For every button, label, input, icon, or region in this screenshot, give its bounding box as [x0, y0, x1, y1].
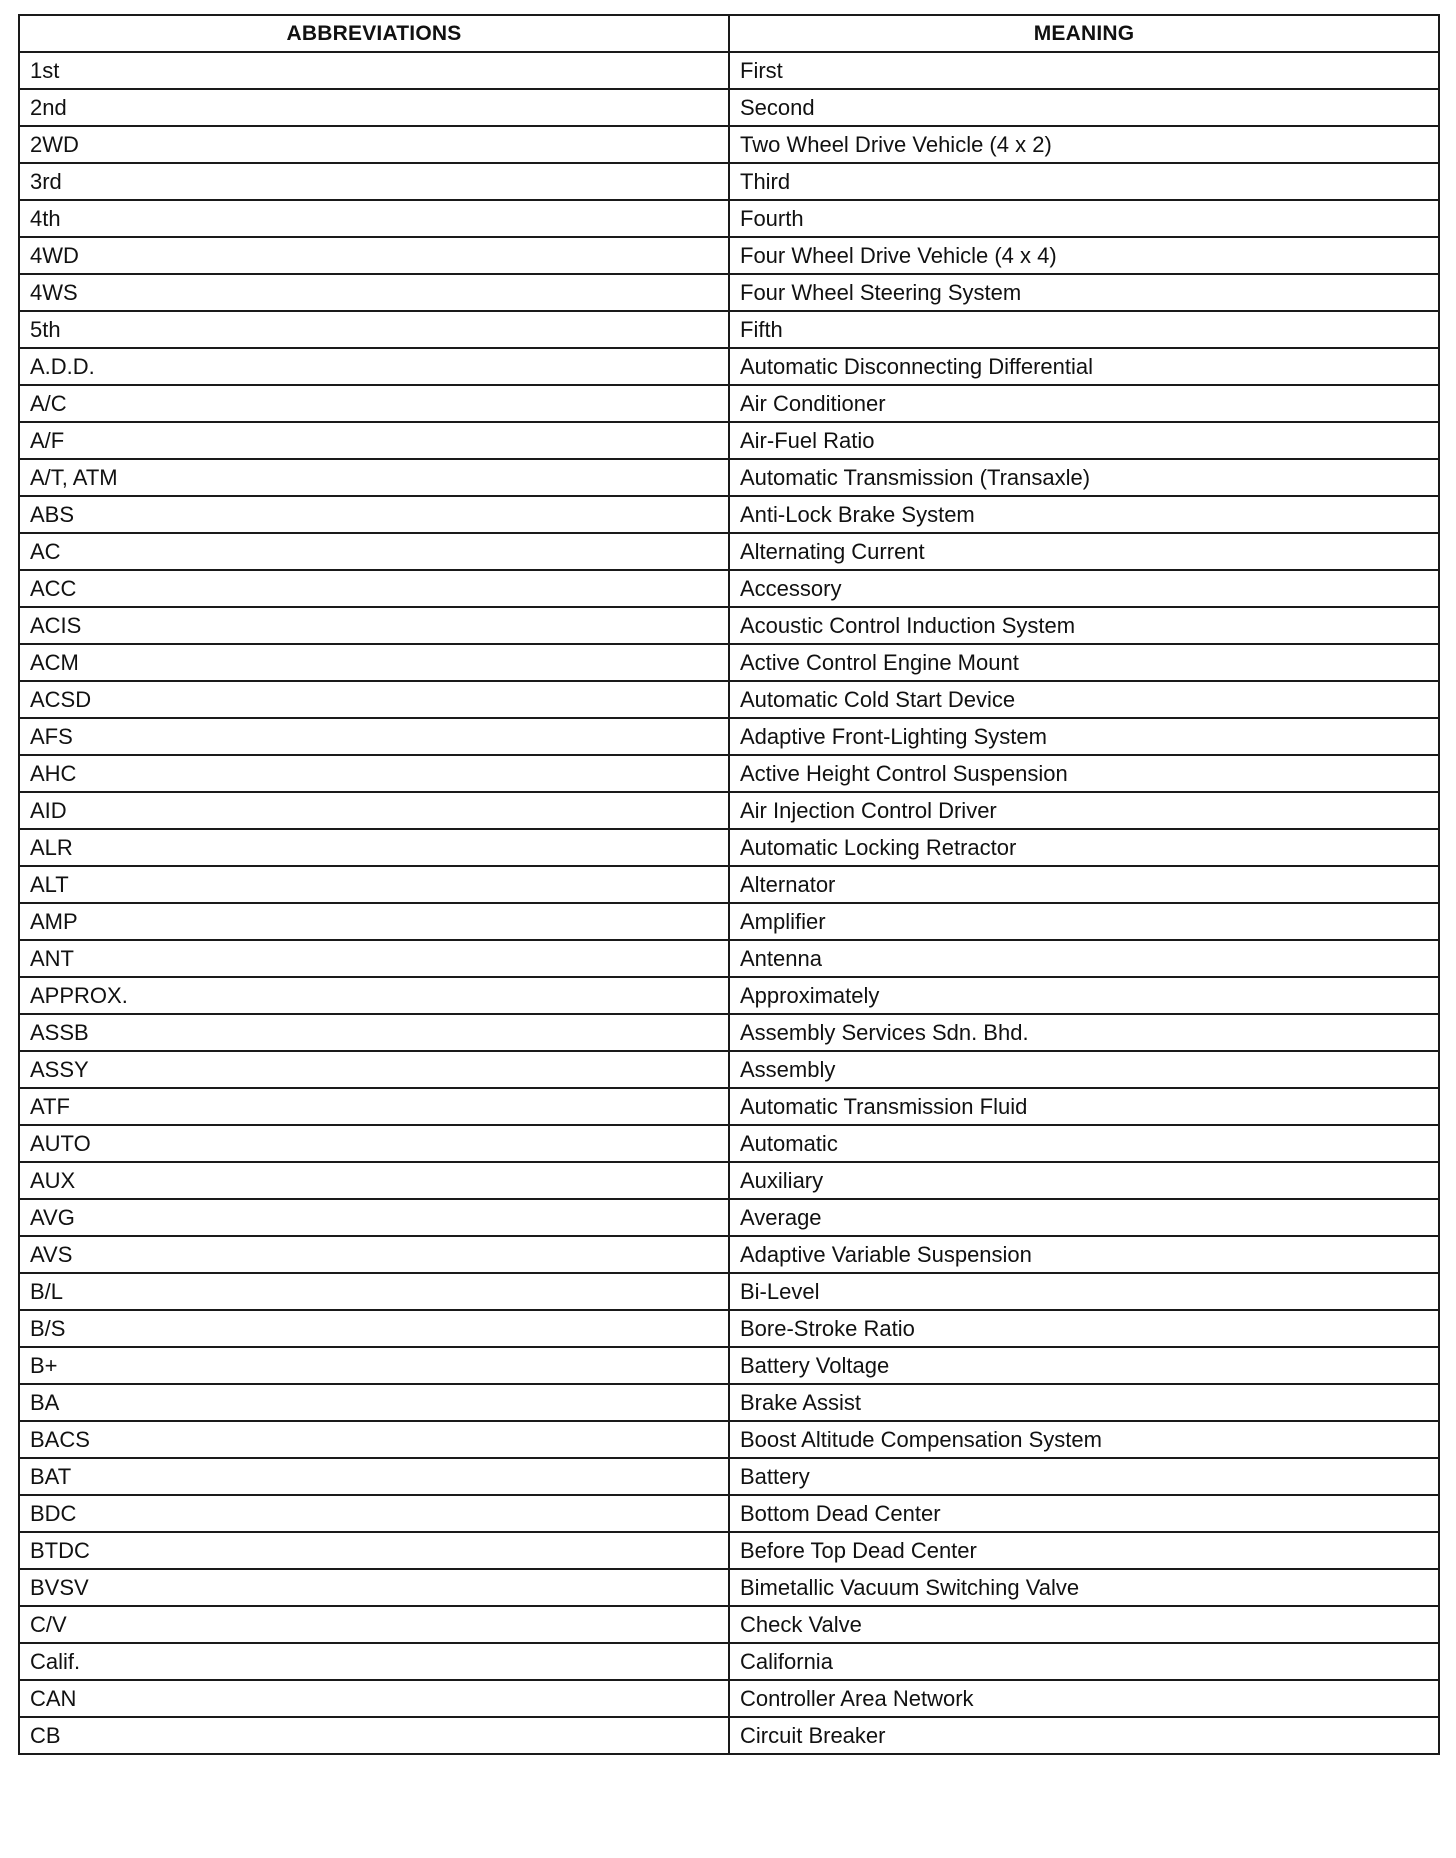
table-row — [19, 89, 1439, 126]
meaning-cell: Automatic Transmission (Transaxle) — [729, 459, 1439, 496]
table-row — [19, 570, 1439, 607]
meaning-cell: Automatic Disconnecting Differential — [729, 348, 1439, 385]
abbreviation-cell: ASSY — [19, 1051, 729, 1088]
abbreviation-cell: 5th — [19, 311, 729, 348]
meaning-cell: Brake Assist — [729, 1384, 1439, 1421]
table-row — [19, 607, 1439, 644]
table-row — [19, 385, 1439, 422]
meaning-cell: Active Control Engine Mount — [729, 644, 1439, 681]
meaning-cell: Bore-Stroke Ratio — [729, 1310, 1439, 1347]
meaning-cell: Active Height Control Suspension — [729, 755, 1439, 792]
abbreviation-cell: A/F — [19, 422, 729, 459]
abbreviation-cell: CB — [19, 1717, 729, 1754]
table-row — [19, 1162, 1439, 1199]
table-row — [19, 1495, 1439, 1532]
abbreviation-cell: C/V — [19, 1606, 729, 1643]
table-row — [19, 1199, 1439, 1236]
table-row — [19, 866, 1439, 903]
table-body — [19, 52, 1439, 1754]
meaning-cell: Air Conditioner — [729, 385, 1439, 422]
abbreviation-cell: AFS — [19, 718, 729, 755]
abbreviations-table — [18, 14, 1440, 1755]
meaning-cell: Bimetallic Vacuum Switching Valve — [729, 1569, 1439, 1606]
table-header — [19, 15, 1439, 52]
table-row — [19, 422, 1439, 459]
meaning-cell: Four Wheel Steering System — [729, 274, 1439, 311]
meaning-cell: Automatic Locking Retractor — [729, 829, 1439, 866]
meaning-cell: Anti-Lock Brake System — [729, 496, 1439, 533]
meaning-cell: Boost Altitude Compensation System — [729, 1421, 1439, 1458]
meaning-cell: Air-Fuel Ratio — [729, 422, 1439, 459]
meaning-cell: Before Top Dead Center — [729, 1532, 1439, 1569]
table-row — [19, 1273, 1439, 1310]
abbreviation-cell: ABS — [19, 496, 729, 533]
table-row — [19, 274, 1439, 311]
table-row — [19, 644, 1439, 681]
abbreviation-cell: B/L — [19, 1273, 729, 1310]
table-row — [19, 903, 1439, 940]
abbreviation-cell: AUX — [19, 1162, 729, 1199]
meaning-cell: Auxiliary — [729, 1162, 1439, 1199]
meaning-cell: Fifth — [729, 311, 1439, 348]
abbreviation-cell: B/S — [19, 1310, 729, 1347]
abbreviation-cell: AHC — [19, 755, 729, 792]
table-row — [19, 1569, 1439, 1606]
meaning-cell: Approximately — [729, 977, 1439, 1014]
table-row — [19, 237, 1439, 274]
meaning-cell: Automatic Transmission Fluid — [729, 1088, 1439, 1125]
abbreviation-cell: BACS — [19, 1421, 729, 1458]
meaning-cell: Check Valve — [729, 1606, 1439, 1643]
meaning-cell: Alternator — [729, 866, 1439, 903]
meaning-cell: Assembly — [729, 1051, 1439, 1088]
abbreviation-cell: ACIS — [19, 607, 729, 644]
meaning-cell: Amplifier — [729, 903, 1439, 940]
abbreviation-cell: ACC — [19, 570, 729, 607]
table-row — [19, 459, 1439, 496]
abbreviation-cell: A/T, ATM — [19, 459, 729, 496]
table-row — [19, 1717, 1439, 1754]
meaning-cell: Adaptive Front-Lighting System — [729, 718, 1439, 755]
header-abbreviations: ABBREVIATIONS — [19, 15, 729, 52]
abbreviation-cell: AVS — [19, 1236, 729, 1273]
abbreviation-cell: 2nd — [19, 89, 729, 126]
table-row — [19, 348, 1439, 385]
table-row — [19, 533, 1439, 570]
abbreviation-cell: ACSD — [19, 681, 729, 718]
meaning-cell: Circuit Breaker — [729, 1717, 1439, 1754]
table-row — [19, 1236, 1439, 1273]
meaning-cell: Alternating Current — [729, 533, 1439, 570]
table-row — [19, 52, 1439, 89]
table-row — [19, 1014, 1439, 1051]
abbreviations-page — [18, 14, 1438, 1755]
meaning-cell: Controller Area Network — [729, 1680, 1439, 1717]
abbreviation-cell: AID — [19, 792, 729, 829]
table-row — [19, 496, 1439, 533]
abbreviation-cell: A/C — [19, 385, 729, 422]
abbreviation-cell: BTDC — [19, 1532, 729, 1569]
table-row — [19, 1421, 1439, 1458]
meaning-cell: Four Wheel Drive Vehicle (4 x 4) — [729, 237, 1439, 274]
abbreviation-cell: 2WD — [19, 126, 729, 163]
table-row — [19, 1051, 1439, 1088]
abbreviation-cell: A.D.D. — [19, 348, 729, 385]
meaning-cell: Acoustic Control Induction System — [729, 607, 1439, 644]
table-row — [19, 718, 1439, 755]
abbreviation-cell: ANT — [19, 940, 729, 977]
table-row — [19, 977, 1439, 1014]
table-row — [19, 1643, 1439, 1680]
table-row — [19, 792, 1439, 829]
table-row — [19, 200, 1439, 237]
meaning-cell: Adaptive Variable Suspension — [729, 1236, 1439, 1273]
abbreviation-cell: 4WD — [19, 237, 729, 274]
meaning-cell: Automatic — [729, 1125, 1439, 1162]
abbreviation-cell: AC — [19, 533, 729, 570]
table-row — [19, 1532, 1439, 1569]
abbreviation-cell: B+ — [19, 1347, 729, 1384]
table-row — [19, 1088, 1439, 1125]
table-row — [19, 1384, 1439, 1421]
abbreviation-cell: BAT — [19, 1458, 729, 1495]
meaning-cell: Bi-Level — [729, 1273, 1439, 1310]
meaning-cell: Fourth — [729, 200, 1439, 237]
meaning-cell: Average — [729, 1199, 1439, 1236]
abbreviation-cell: BA — [19, 1384, 729, 1421]
meaning-cell: First — [729, 52, 1439, 89]
meaning-cell: Second — [729, 89, 1439, 126]
meaning-cell: Antenna — [729, 940, 1439, 977]
table-row — [19, 1125, 1439, 1162]
table-row — [19, 1310, 1439, 1347]
table-row — [19, 829, 1439, 866]
table-row — [19, 311, 1439, 348]
abbreviation-cell: AMP — [19, 903, 729, 940]
meaning-cell: California — [729, 1643, 1439, 1680]
table-row — [19, 1458, 1439, 1495]
meaning-cell: Bottom Dead Center — [729, 1495, 1439, 1532]
abbreviation-cell: ASSB — [19, 1014, 729, 1051]
meaning-cell: Battery Voltage — [729, 1347, 1439, 1384]
abbreviation-cell: Calif. — [19, 1643, 729, 1680]
abbreviation-cell: AVG — [19, 1199, 729, 1236]
meaning-cell: Third — [729, 163, 1439, 200]
abbreviation-cell: 4WS — [19, 274, 729, 311]
meaning-cell: Automatic Cold Start Device — [729, 681, 1439, 718]
header-row — [19, 15, 1439, 52]
table-row — [19, 1347, 1439, 1384]
table-row — [19, 755, 1439, 792]
abbreviation-cell: ALR — [19, 829, 729, 866]
table-row — [19, 940, 1439, 977]
table-row — [19, 126, 1439, 163]
table-row — [19, 163, 1439, 200]
abbreviation-cell: APPROX. — [19, 977, 729, 1014]
meaning-cell: Battery — [729, 1458, 1439, 1495]
table-row — [19, 1680, 1439, 1717]
abbreviation-cell: CAN — [19, 1680, 729, 1717]
abbreviation-cell: ACM — [19, 644, 729, 681]
table-row — [19, 681, 1439, 718]
abbreviation-cell: BDC — [19, 1495, 729, 1532]
meaning-cell: Air Injection Control Driver — [729, 792, 1439, 829]
abbreviation-cell: 4th — [19, 200, 729, 237]
abbreviation-cell: ATF — [19, 1088, 729, 1125]
meaning-cell: Assembly Services Sdn. Bhd. — [729, 1014, 1439, 1051]
abbreviation-cell: 3rd — [19, 163, 729, 200]
header-meaning: MEANING — [729, 15, 1439, 52]
abbreviation-cell: ALT — [19, 866, 729, 903]
meaning-cell: Accessory — [729, 570, 1439, 607]
meaning-cell: Two Wheel Drive Vehicle (4 x 2) — [729, 126, 1439, 163]
abbreviation-cell: AUTO — [19, 1125, 729, 1162]
table-row — [19, 1606, 1439, 1643]
abbreviation-cell: BVSV — [19, 1569, 729, 1606]
abbreviation-cell: 1st — [19, 52, 729, 89]
